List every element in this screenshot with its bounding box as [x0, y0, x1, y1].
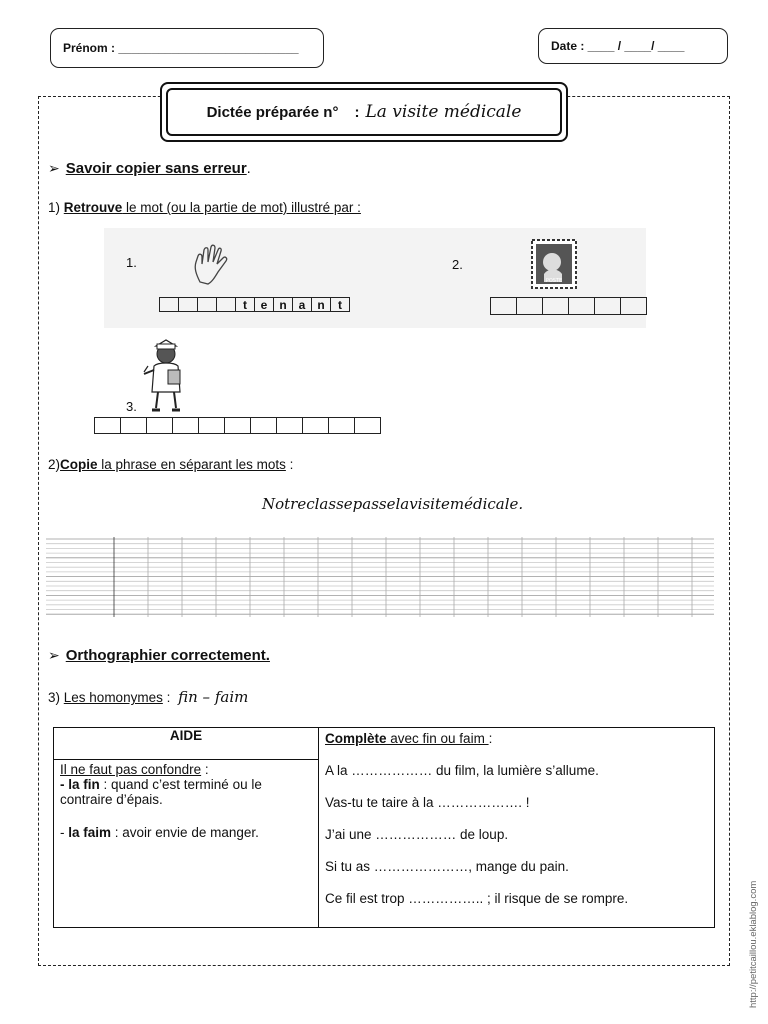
- sentence-to-copy: Notreclassepasselavisitemédicale.: [262, 495, 524, 513]
- item3-label: 3.: [126, 399, 137, 414]
- letter-box[interactable]: [197, 297, 217, 312]
- letter-box[interactable]: [172, 417, 199, 434]
- fill-in-sentence[interactable]: Si tu as …………………, mange du pain.: [325, 859, 569, 874]
- item3-letter-boxes: [95, 417, 381, 434]
- title-box: [160, 82, 568, 142]
- exercise2-keyword: Copie: [60, 457, 98, 472]
- stamp-icon: [530, 238, 578, 290]
- prenom-label: Prénom : ___________________________: [63, 41, 299, 55]
- letter-box[interactable]: [542, 297, 569, 315]
- homonyms: fin – faim: [178, 688, 249, 706]
- section-copy-title: Savoir copier sans erreur: [65, 160, 247, 177]
- stamp-text: POSTE: [545, 278, 563, 284]
- section-spelling-heading: [48, 647, 270, 664]
- exercise1-keyword: Retrouve: [63, 200, 123, 215]
- writing-lines[interactable]: [46, 537, 714, 617]
- aide-header: AIDE: [54, 728, 319, 760]
- fill-in-sentence[interactable]: A la ……………… du film, la lumière s’allume.: [325, 763, 599, 778]
- section-copy-heading: ➢ Savoir copier sans erreur.: [48, 160, 251, 177]
- date-field[interactable]: [538, 28, 728, 64]
- arrow-bullet-icon: ➢: [48, 160, 60, 176]
- item1-letter-boxes: [160, 297, 350, 312]
- item2-letter-boxes: [491, 297, 647, 315]
- letter-box[interactable]: [516, 297, 543, 315]
- prenom-field[interactable]: [50, 28, 324, 68]
- item1-label: 1.: [126, 255, 137, 270]
- exercise3-label: Les homonymes: [63, 690, 163, 705]
- credit-url: http://petitcaillou.eklablog.com: [748, 880, 759, 1008]
- exercise1-instruction: 1) Retrouve le mot (ou la partie de mot) illustré par :: [48, 200, 361, 215]
- letter-box[interactable]: [594, 297, 621, 315]
- exercise3-instruction: 3) Les homonymes : fin – faim: [48, 688, 249, 706]
- exercise2-instruction: 2)Copie la phrase en séparant les mots :: [48, 457, 294, 472]
- title-colon: :: [354, 103, 360, 121]
- letter-box[interactable]: a: [292, 297, 312, 312]
- section-spelling-title: Orthographier correctement.: [65, 647, 270, 664]
- letter-box[interactable]: [120, 417, 147, 434]
- hand-icon: [190, 244, 232, 286]
- aide-content: Il ne faut pas confondre : - la fin : quand c’est terminé ou le contraire d’épais. - la faim : avoir envie de manger.: [54, 760, 319, 928]
- letter-box[interactable]: [250, 417, 277, 434]
- letter-box[interactable]: [328, 417, 355, 434]
- letter-box[interactable]: [178, 297, 198, 312]
- arrow-bullet-icon: ➢: [48, 647, 60, 663]
- letter-box[interactable]: [568, 297, 595, 315]
- letter-box[interactable]: t: [330, 297, 350, 312]
- letter-box[interactable]: t: [235, 297, 255, 312]
- complete-header: Complète avec fin ou faim : A la ……………… du film, la lumière s’allume. Vas-tu te taire à la ………………. ! J’ai une ……………… de loup. Si tu as …………………, mange du pain. Ce fil est trop …………….. ; il risque de se rompre.: [319, 728, 715, 928]
- letter-box[interactable]: e: [254, 297, 274, 312]
- letter-box[interactable]: [490, 297, 517, 315]
- title-prefix: Dictée préparée n°: [206, 103, 339, 121]
- fill-in-sentence[interactable]: Ce fil est trop …………….. ; il risque de se rompre.: [325, 891, 629, 906]
- title-subject: La visite médicale: [365, 102, 522, 122]
- letter-box[interactable]: [620, 297, 647, 315]
- letter-box[interactable]: [159, 297, 179, 312]
- letter-box[interactable]: n: [311, 297, 331, 312]
- letter-box[interactable]: [224, 417, 251, 434]
- letter-box[interactable]: [354, 417, 381, 434]
- letter-box[interactable]: [302, 417, 329, 434]
- letter-box[interactable]: [216, 297, 236, 312]
- letter-box[interactable]: [198, 417, 225, 434]
- nurse-illustration-icon: [140, 336, 196, 414]
- aide-table: [53, 727, 715, 928]
- letter-box[interactable]: [94, 417, 121, 434]
- fill-in-sentence[interactable]: Vas-tu te taire à la ………………. !: [325, 795, 530, 810]
- fill-in-sentence[interactable]: J’ai une ……………… de loup.: [325, 827, 509, 842]
- item2-label: 2.: [452, 257, 463, 272]
- letter-box[interactable]: n: [273, 297, 293, 312]
- date-label: Date : ____ / ____/ ____: [551, 39, 685, 53]
- letter-box[interactable]: [276, 417, 303, 434]
- letter-box[interactable]: [146, 417, 173, 434]
